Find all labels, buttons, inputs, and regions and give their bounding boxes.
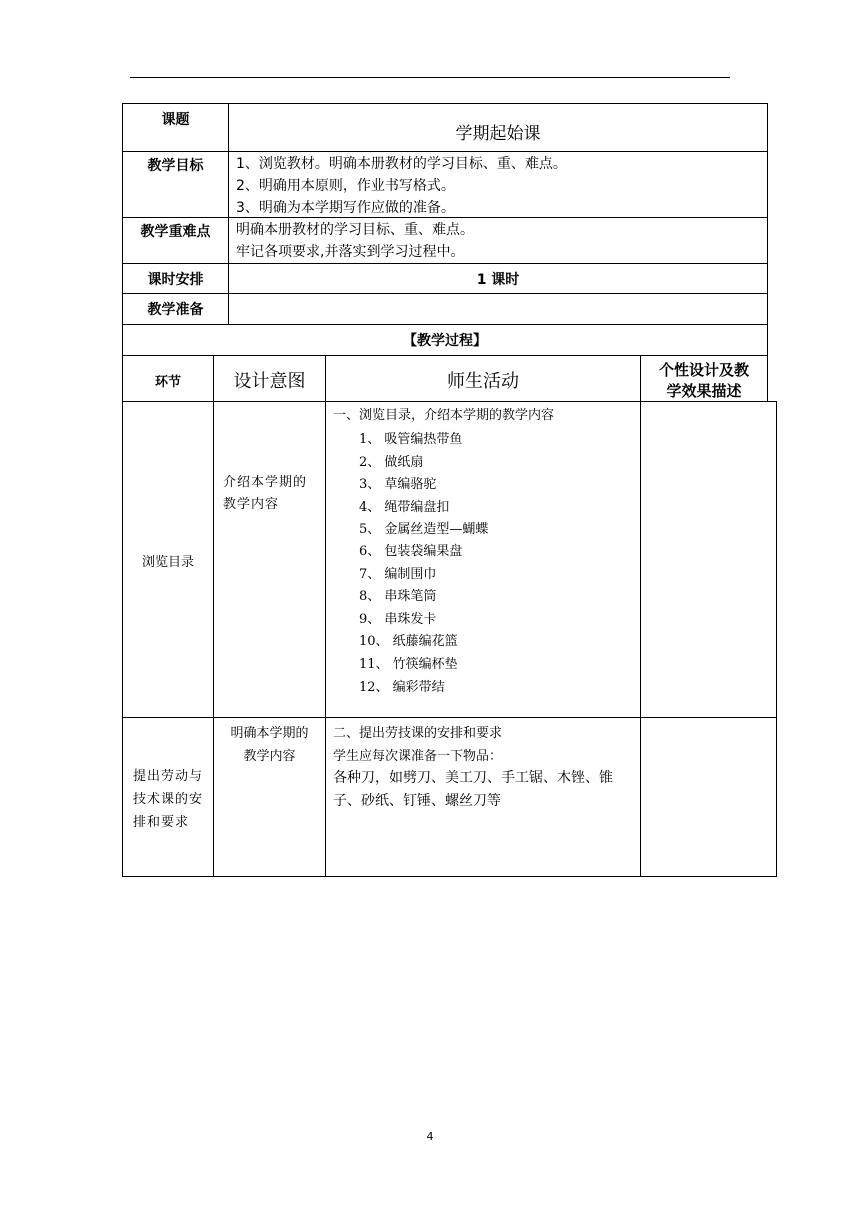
col-header-activity	[325, 355, 641, 402]
col-personal-label-line2: 学效果描述	[666, 382, 742, 400]
row2-stage-line2: 技术课的安	[133, 792, 204, 807]
row1-design-line1: 介绍本学期的	[223, 475, 308, 490]
row1-activity-item-10: 10、 纸藤编花篮	[359, 634, 458, 649]
topic-title: 学期起始课	[455, 124, 541, 144]
topic-label-cell	[122, 103, 229, 152]
col-design-label: 设计意图	[233, 371, 306, 392]
row1-stage: 浏览目录	[141, 555, 194, 570]
process-title-cell	[122, 324, 768, 356]
keypoint-line-2: 牢记各项要求,并落实到学习过程中。	[236, 244, 465, 260]
row2-activity-cell	[325, 717, 641, 877]
keypoints-value-cell	[228, 217, 768, 264]
row2-activity-heading: 二、提出劳技课的安排和要求	[333, 726, 503, 741]
row1-activity-item-12: 12、 编彩带结	[359, 680, 445, 695]
row2-personal-cell	[640, 717, 777, 877]
row2-design-line2: 教学内容	[243, 749, 296, 764]
col-stage-label: 环节	[154, 375, 181, 390]
objectives-label: 教学目标	[147, 158, 204, 174]
col-header-personal	[640, 355, 768, 402]
row2-activity-line3: 各种刀，如劈刀、美工刀、手工锯、木锉、锥	[333, 770, 613, 786]
keypoints-label: 教学重难点	[140, 224, 211, 240]
objectives-value-cell	[228, 151, 768, 218]
col-activity-label: 师生活动	[447, 371, 519, 392]
keypoints-label-cell	[122, 217, 229, 264]
row1-activity-item-9: 9、 串珠发卡	[359, 612, 437, 627]
schedule-value-cell	[228, 263, 768, 294]
objective-item-2: 2、明确用本原则，作业书写格式。	[236, 178, 455, 194]
process-title: 【教学过程】	[403, 333, 487, 349]
schedule-label-cell	[122, 263, 229, 294]
row2-design-line1: 明确本学期的	[230, 726, 309, 741]
row1-activity-item-7: 7、 编制围巾	[359, 567, 437, 582]
row2-activity-line2: 学生应每次课准备一下物品：	[333, 749, 503, 764]
objectives-label-cell	[122, 151, 229, 218]
row1-activity-item-8: 8、 串珠笔筒	[359, 589, 437, 604]
row1-activity-item-2: 2、 做纸扇	[359, 455, 424, 470]
row2-stage-line1: 提出劳动与	[133, 769, 204, 784]
row1-activity-item-5: 5、 金属丝造型—蝴蝶	[359, 522, 489, 537]
col-personal-label-line1: 个性设计及教	[658, 361, 749, 379]
preparation-value-cell	[228, 293, 768, 325]
objective-item-1: 1、浏览教材。明确本册教材的学习目标、重、难点。	[236, 156, 567, 172]
row1-activity-item-4: 4、 绳带编盘扣	[359, 500, 450, 515]
col-header-stage	[122, 355, 214, 402]
row1-personal-cell	[640, 401, 777, 718]
col-header-design	[213, 355, 326, 402]
row1-design-cell	[213, 401, 326, 718]
header-rule	[130, 77, 730, 78]
row2-stage-line3: 排和要求	[133, 815, 190, 830]
schedule-label: 课时安排	[147, 272, 204, 288]
row1-design-line2: 教学内容	[223, 497, 280, 512]
row1-activity-item-3: 3、 草编骆驼	[359, 477, 437, 492]
schedule-value: 1 课时	[476, 272, 520, 288]
row1-activity-heading: 一、浏览目录，介绍本学期的教学内容	[333, 408, 555, 423]
page-number: 4	[426, 1130, 434, 1143]
row1-activity-item-11: 11、 竹筷编杯垫	[359, 657, 458, 672]
row1-stage-cell	[122, 401, 214, 718]
topic-value-cell	[228, 103, 768, 152]
topic-label: 课题	[161, 112, 190, 128]
preparation-label: 教学准备	[147, 302, 204, 318]
row1-activity-item-6: 6、 包装袋编果盘	[359, 544, 463, 559]
row2-design-cell	[213, 717, 326, 877]
row2-stage-cell	[122, 717, 214, 877]
keypoint-line-1: 明确本册教材的学习目标、重、难点。	[236, 222, 474, 238]
row1-activity-cell	[325, 401, 641, 718]
preparation-label-cell	[122, 293, 229, 325]
objective-item-3: 3、明确为本学期写作应做的准备。	[236, 200, 455, 216]
row2-activity-line4: 子、砂纸、钉锤、螺丝刀等	[333, 793, 501, 809]
row1-activity-item-1: 1、 吸管编热带鱼	[359, 432, 463, 447]
